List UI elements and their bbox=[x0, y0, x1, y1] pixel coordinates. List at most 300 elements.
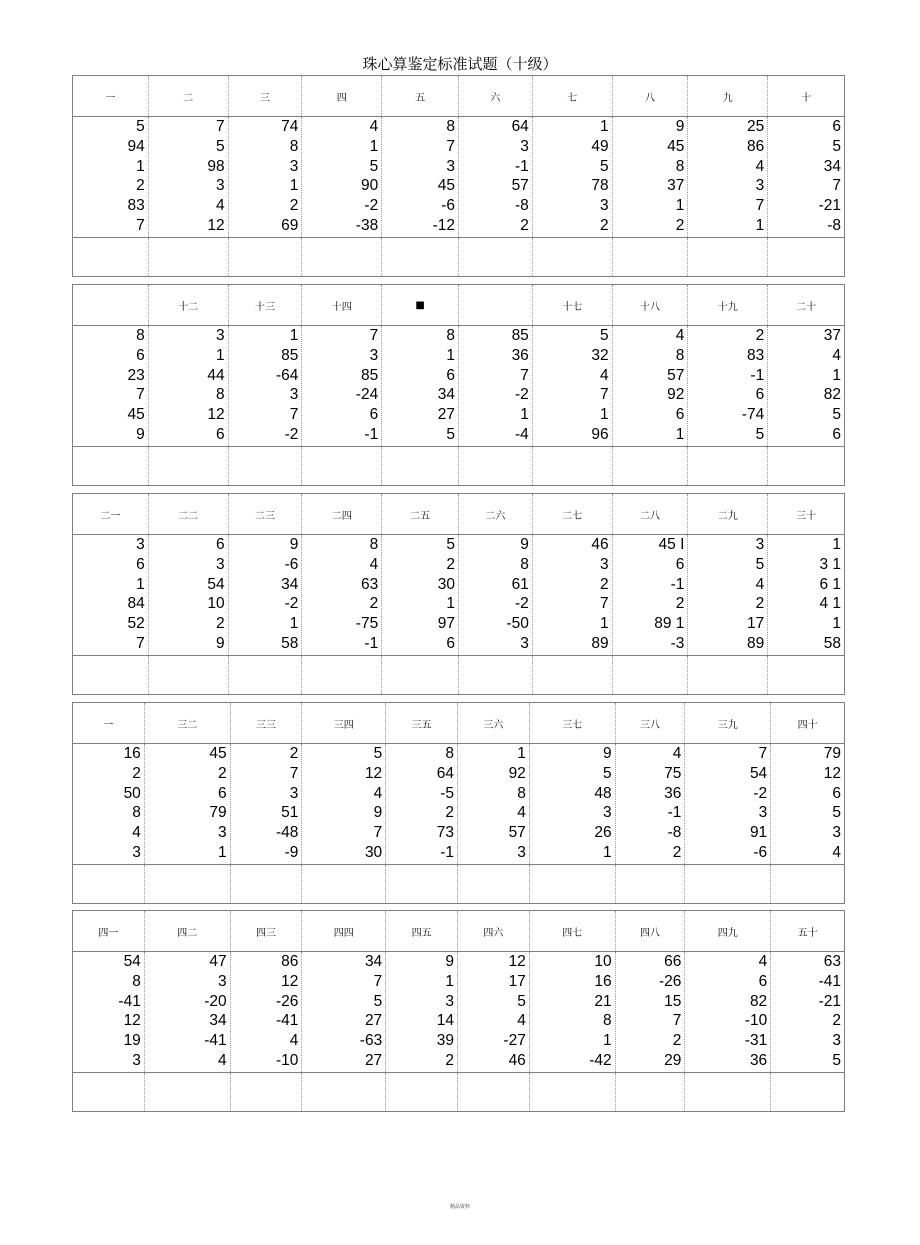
question-number: 五 bbox=[382, 76, 459, 116]
addend: 2 bbox=[599, 575, 609, 593]
question-number: 四八 bbox=[616, 911, 686, 951]
addend: 2 bbox=[672, 843, 682, 861]
addend: 2 bbox=[445, 1051, 454, 1069]
addend: 54 bbox=[207, 575, 225, 593]
addend: 66 bbox=[664, 953, 682, 970]
addend: 3 bbox=[832, 824, 841, 842]
addend: 34 bbox=[364, 953, 383, 970]
addend: -8 bbox=[827, 216, 841, 234]
addend: 1 bbox=[602, 843, 612, 861]
addend: 5 bbox=[755, 425, 765, 443]
addend: 7 bbox=[289, 406, 299, 424]
addend: -1 bbox=[364, 425, 379, 443]
number-column bbox=[688, 535, 768, 655]
addend: 6 bbox=[369, 406, 379, 424]
answer-cell[interactable] bbox=[533, 238, 613, 276]
addend: 3 bbox=[217, 824, 227, 842]
addend: 48 bbox=[594, 784, 612, 802]
addend: 6 bbox=[136, 555, 145, 573]
question-number: 二二 bbox=[149, 494, 229, 534]
question-number: 四四 bbox=[302, 911, 386, 951]
addend: 79 bbox=[209, 804, 227, 822]
addend: 8 bbox=[517, 784, 526, 802]
addend: -6 bbox=[441, 197, 455, 215]
answer-cell[interactable] bbox=[530, 865, 616, 903]
addend: 3 bbox=[599, 555, 609, 573]
answer-cell[interactable] bbox=[613, 656, 689, 694]
addend: -2 bbox=[284, 425, 299, 443]
addend: 54 bbox=[123, 953, 141, 970]
answer-cell[interactable] bbox=[613, 238, 689, 276]
addend: 7 bbox=[755, 197, 765, 215]
number-column bbox=[768, 117, 844, 237]
addend: 86 bbox=[281, 953, 299, 970]
addend: 12 bbox=[123, 1012, 141, 1030]
addend: 6 bbox=[446, 634, 455, 652]
addend: 5 bbox=[832, 804, 841, 822]
addend: 5 bbox=[136, 118, 145, 135]
addend: 1 bbox=[832, 366, 841, 384]
answer-cell[interactable] bbox=[685, 865, 771, 903]
addend: 45 bbox=[127, 406, 145, 424]
question-number: 四九 bbox=[685, 911, 771, 951]
question-number: 二八 bbox=[613, 494, 689, 534]
addend: 6 1 bbox=[819, 575, 841, 593]
answer-cell[interactable] bbox=[231, 1073, 303, 1111]
addend: -6 bbox=[284, 555, 299, 573]
question-number: 二三 bbox=[229, 494, 303, 534]
numbers-row bbox=[73, 535, 844, 656]
addend: 58 bbox=[281, 634, 299, 652]
addend: 8 bbox=[446, 327, 455, 344]
addend: -1 bbox=[440, 843, 454, 861]
answer-cell[interactable] bbox=[771, 865, 844, 903]
addend: 1 bbox=[520, 406, 529, 424]
number-column bbox=[231, 952, 303, 1072]
question-number: 四五 bbox=[386, 911, 458, 951]
addend: 3 bbox=[132, 843, 141, 861]
answer-cell[interactable] bbox=[459, 447, 533, 485]
addend: -21 bbox=[818, 992, 841, 1010]
answer-cell[interactable] bbox=[73, 238, 149, 276]
addend: 4 bbox=[832, 346, 841, 364]
addend: 2 bbox=[289, 745, 299, 762]
answer-cell[interactable] bbox=[149, 447, 229, 485]
answer-cell[interactable] bbox=[771, 1073, 844, 1111]
answer-cell[interactable] bbox=[145, 1073, 231, 1111]
answer-cell[interactable] bbox=[533, 447, 613, 485]
addend: 6 bbox=[215, 536, 225, 553]
answer-cell[interactable] bbox=[73, 656, 149, 694]
addend: 1 bbox=[136, 575, 145, 593]
number-column bbox=[613, 326, 689, 446]
addend: -1 bbox=[750, 366, 765, 384]
addend: 7 bbox=[289, 764, 299, 782]
addend: 34 bbox=[437, 386, 455, 404]
question-number: 三九 bbox=[685, 703, 771, 743]
addend: 5 bbox=[832, 1051, 841, 1069]
answer-cell[interactable] bbox=[229, 656, 303, 694]
number-column bbox=[386, 952, 458, 1072]
addend: -41 bbox=[204, 1032, 227, 1050]
addend: 5 bbox=[517, 992, 526, 1010]
addend: 9 bbox=[289, 536, 299, 553]
answer-cell[interactable] bbox=[382, 238, 459, 276]
addend: 36 bbox=[511, 346, 529, 364]
question-number: 二五 bbox=[382, 494, 459, 534]
addend: 1 bbox=[599, 615, 609, 633]
addend: 2 bbox=[672, 1032, 682, 1050]
addend: 1 bbox=[445, 972, 454, 990]
addend: 2 bbox=[289, 197, 299, 215]
addend: 92 bbox=[667, 386, 685, 404]
addend: 1 bbox=[289, 177, 299, 195]
answer-cell[interactable] bbox=[685, 1073, 771, 1111]
question-number: 二十 bbox=[796, 301, 817, 313]
addend: -27 bbox=[503, 1032, 526, 1050]
addend: 92 bbox=[508, 764, 526, 782]
answer-cell[interactable] bbox=[613, 447, 689, 485]
addend: 5 bbox=[215, 137, 225, 155]
addend: 4 bbox=[517, 1012, 526, 1030]
answer-cell[interactable] bbox=[149, 238, 229, 276]
question-number: 四一 bbox=[73, 911, 145, 951]
addend: 1 bbox=[675, 197, 685, 215]
answer-cell[interactable] bbox=[229, 447, 303, 485]
addend: 9 bbox=[520, 536, 529, 553]
addend: 4 bbox=[373, 784, 383, 802]
addend: 2 bbox=[446, 555, 455, 573]
addend: 4 bbox=[132, 824, 141, 842]
answer-cell[interactable] bbox=[459, 238, 533, 276]
answer-row bbox=[73, 1073, 844, 1111]
addend: 4 bbox=[217, 1051, 227, 1069]
number-column bbox=[685, 952, 771, 1072]
question-number: 一 bbox=[73, 76, 149, 116]
answer-cell[interactable] bbox=[145, 865, 231, 903]
addend: 12 bbox=[281, 972, 299, 990]
answer-cell[interactable] bbox=[688, 656, 768, 694]
addend: 85 bbox=[360, 366, 379, 384]
addend: -26 bbox=[276, 992, 299, 1010]
addend: 57 bbox=[667, 366, 685, 384]
addend: 8 bbox=[675, 346, 685, 364]
number-column bbox=[382, 326, 459, 446]
number-column bbox=[382, 117, 459, 237]
addend: 39 bbox=[436, 1032, 454, 1050]
question-number: 十四 bbox=[302, 285, 382, 325]
addend: 45 bbox=[437, 177, 455, 195]
addend: 5 bbox=[832, 137, 841, 155]
addend: 16 bbox=[594, 972, 612, 990]
answer-cell[interactable] bbox=[73, 865, 145, 903]
addend: -2 bbox=[515, 386, 529, 404]
addend: 49 bbox=[591, 137, 609, 155]
addend: 8 bbox=[136, 327, 145, 344]
addend: 9 bbox=[136, 425, 145, 443]
question-block bbox=[72, 493, 845, 695]
addend: -74 bbox=[741, 406, 765, 424]
addend: 8 bbox=[675, 157, 685, 175]
addend: 6 bbox=[832, 784, 841, 802]
addend: 6 bbox=[832, 118, 841, 135]
addend: 2 bbox=[520, 216, 529, 234]
addend: 4 bbox=[755, 575, 765, 593]
answer-cell[interactable] bbox=[386, 865, 458, 903]
question-number: 二 bbox=[149, 76, 229, 116]
number-column bbox=[231, 744, 303, 864]
answer-cell[interactable] bbox=[768, 238, 844, 276]
addend: 3 1 bbox=[819, 555, 841, 573]
addend: 5 bbox=[446, 536, 455, 553]
question-number bbox=[73, 285, 149, 325]
addend: 12 bbox=[207, 216, 225, 234]
number-column bbox=[533, 535, 613, 655]
addend: 7 bbox=[136, 216, 145, 234]
addend: 2 bbox=[832, 1012, 841, 1030]
addend: 3 bbox=[599, 197, 609, 215]
addend: 3 bbox=[136, 536, 145, 553]
number-column bbox=[613, 117, 689, 237]
number-column bbox=[73, 744, 145, 864]
addend: 6 bbox=[675, 555, 685, 573]
addend: 3 bbox=[289, 784, 299, 802]
answer-cell[interactable] bbox=[302, 865, 386, 903]
number-column bbox=[458, 744, 530, 864]
addend: 83 bbox=[746, 346, 765, 364]
answer-cell[interactable] bbox=[688, 238, 768, 276]
addend: 3 bbox=[369, 346, 379, 364]
addend: 3 bbox=[520, 137, 529, 155]
question-number: 二七 bbox=[533, 494, 613, 534]
addend: 2 bbox=[132, 764, 141, 782]
addend: 3 bbox=[289, 386, 299, 404]
addend: 7 bbox=[369, 327, 379, 344]
answer-cell[interactable] bbox=[616, 1073, 686, 1111]
addend: 1 bbox=[602, 1032, 612, 1050]
number-column bbox=[149, 326, 229, 446]
addend: 4 bbox=[289, 1032, 299, 1050]
question-number bbox=[459, 285, 533, 325]
number-column bbox=[386, 744, 458, 864]
addend: -63 bbox=[359, 1032, 383, 1050]
question-number: 三七 bbox=[530, 703, 616, 743]
addend: -21 bbox=[818, 197, 841, 215]
addend: 90 bbox=[360, 177, 379, 195]
question-number: 三 bbox=[229, 76, 303, 116]
number-column bbox=[302, 952, 386, 1072]
number-column bbox=[302, 744, 386, 864]
addend: 7 bbox=[672, 1012, 682, 1030]
question-number: 四 bbox=[302, 76, 382, 116]
addend: 64 bbox=[436, 764, 454, 782]
addend: 3 bbox=[758, 804, 768, 822]
number-column bbox=[685, 744, 771, 864]
addend: 12 bbox=[207, 406, 225, 424]
answer-row bbox=[73, 447, 844, 485]
answer-row bbox=[73, 865, 844, 903]
numbers-row bbox=[73, 744, 844, 865]
header-row bbox=[73, 911, 844, 952]
question-number: 三十 bbox=[796, 510, 817, 522]
number-column bbox=[73, 952, 145, 1072]
addend: 50 bbox=[123, 784, 141, 802]
addend: 83 bbox=[127, 197, 145, 215]
addend: 7 bbox=[136, 386, 145, 404]
addend: 2 bbox=[215, 615, 225, 633]
addend: 7 bbox=[520, 366, 529, 384]
number-column bbox=[533, 326, 613, 446]
number-column bbox=[616, 952, 686, 1072]
addend: 3 bbox=[832, 1032, 841, 1050]
answer-cell[interactable] bbox=[229, 238, 303, 276]
addend: -1 bbox=[667, 804, 682, 822]
addend: 79 bbox=[823, 745, 841, 762]
addend: 89 bbox=[746, 634, 765, 652]
answer-cell[interactable] bbox=[768, 656, 844, 694]
answer-cell[interactable] bbox=[73, 1073, 145, 1111]
addend: 9 bbox=[215, 634, 225, 652]
addend: 45 bbox=[667, 137, 685, 155]
numbers-row bbox=[73, 952, 844, 1073]
addend: 3 bbox=[289, 157, 299, 175]
number-column bbox=[145, 952, 231, 1072]
addend: 47 bbox=[209, 953, 227, 970]
number-column bbox=[533, 117, 613, 237]
answer-cell[interactable] bbox=[302, 656, 382, 694]
addend: 2 bbox=[755, 595, 765, 613]
answer-cell[interactable] bbox=[73, 447, 149, 485]
answer-cell[interactable] bbox=[768, 447, 844, 485]
addend: 5 bbox=[369, 157, 379, 175]
addend: 45 I bbox=[658, 536, 685, 553]
addend: 3 bbox=[520, 634, 529, 652]
answer-cell[interactable] bbox=[386, 1073, 458, 1111]
addend: 64 bbox=[511, 118, 529, 135]
addend: 3 bbox=[217, 972, 227, 990]
addend: 10 bbox=[207, 595, 225, 613]
number-column bbox=[458, 952, 530, 1072]
addend: 8 bbox=[132, 972, 141, 990]
answer-cell[interactable] bbox=[616, 865, 686, 903]
header-row bbox=[73, 703, 844, 744]
answer-cell[interactable] bbox=[302, 447, 382, 485]
addend: 85 bbox=[281, 346, 299, 364]
question-number: 七 bbox=[533, 76, 613, 116]
question-number: 三三 bbox=[231, 703, 303, 743]
number-column bbox=[145, 744, 231, 864]
question-number: 四七 bbox=[530, 911, 616, 951]
addend: 27 bbox=[437, 406, 455, 424]
number-column bbox=[229, 326, 303, 446]
addend: 17 bbox=[746, 615, 765, 633]
addend: 4 bbox=[215, 197, 225, 215]
addend: -12 bbox=[432, 216, 455, 234]
answer-cell[interactable] bbox=[302, 238, 382, 276]
question-number: 十九 bbox=[688, 285, 768, 325]
addend: 2 bbox=[675, 595, 685, 613]
addend: -20 bbox=[204, 992, 227, 1010]
addend: -8 bbox=[667, 824, 682, 842]
answer-row bbox=[73, 656, 844, 694]
addend: -2 bbox=[753, 784, 768, 802]
question-number: 三六 bbox=[458, 703, 530, 743]
addend: 14 bbox=[436, 1012, 454, 1030]
numbers-row bbox=[73, 117, 844, 238]
addend: 21 bbox=[594, 992, 612, 1010]
number-column bbox=[382, 535, 459, 655]
answer-cell[interactable] bbox=[231, 865, 303, 903]
addend: 52 bbox=[127, 615, 145, 633]
question-number: 六 bbox=[459, 76, 533, 116]
addend: 2 bbox=[136, 177, 145, 195]
addend: 37 bbox=[823, 327, 841, 344]
number-column bbox=[530, 744, 616, 864]
answer-cell[interactable] bbox=[688, 447, 768, 485]
addend: 58 bbox=[823, 634, 841, 652]
numbers-row bbox=[73, 326, 844, 447]
answer-cell[interactable] bbox=[382, 656, 459, 694]
addend: -8 bbox=[515, 197, 529, 215]
addend: 94 bbox=[127, 137, 145, 155]
addend: 23 bbox=[127, 366, 145, 384]
addend: 63 bbox=[823, 953, 841, 970]
addend: 12 bbox=[508, 953, 526, 970]
addend: 4 bbox=[369, 555, 379, 573]
answer-cell[interactable] bbox=[149, 656, 229, 694]
addend: 5 bbox=[373, 745, 383, 762]
addend: 4 bbox=[517, 804, 526, 822]
answer-cell[interactable] bbox=[382, 447, 459, 485]
addend: 32 bbox=[591, 346, 609, 364]
answer-cell[interactable] bbox=[302, 1073, 386, 1111]
addend: 61 bbox=[511, 575, 529, 593]
number-column bbox=[530, 952, 616, 1072]
question-block bbox=[72, 284, 845, 486]
addend: 7 bbox=[373, 824, 383, 842]
addend: 17 bbox=[508, 972, 526, 990]
answer-cell[interactable] bbox=[530, 1073, 616, 1111]
addend: 1 bbox=[215, 346, 225, 364]
answer-cell[interactable] bbox=[458, 1073, 530, 1111]
addend: 5 bbox=[602, 764, 612, 782]
addend: 3 bbox=[602, 804, 612, 822]
addend: 7 bbox=[446, 137, 455, 155]
addend: 1 bbox=[289, 615, 299, 633]
addend: -48 bbox=[276, 824, 299, 842]
addend: -9 bbox=[284, 843, 299, 861]
addend: 8 bbox=[132, 804, 141, 822]
addend: 54 bbox=[749, 764, 768, 782]
addend: 2 bbox=[445, 804, 454, 822]
addend: 1 bbox=[517, 745, 526, 762]
addend: 74 bbox=[281, 118, 299, 135]
addend: 89 bbox=[591, 634, 609, 652]
number-column bbox=[149, 535, 229, 655]
question-number: 三四 bbox=[302, 703, 386, 743]
addend: 1 bbox=[217, 843, 227, 861]
addend: -75 bbox=[355, 615, 379, 633]
addend: 8 bbox=[369, 536, 379, 553]
answer-cell[interactable] bbox=[458, 865, 530, 903]
addend: 12 bbox=[364, 764, 383, 782]
answer-cell[interactable] bbox=[459, 656, 533, 694]
addend: 3 bbox=[755, 177, 765, 195]
addend: 1 bbox=[446, 346, 455, 364]
question-number: 十二 bbox=[149, 285, 229, 325]
answer-cell[interactable] bbox=[533, 656, 613, 694]
addend: 1 bbox=[832, 615, 841, 633]
